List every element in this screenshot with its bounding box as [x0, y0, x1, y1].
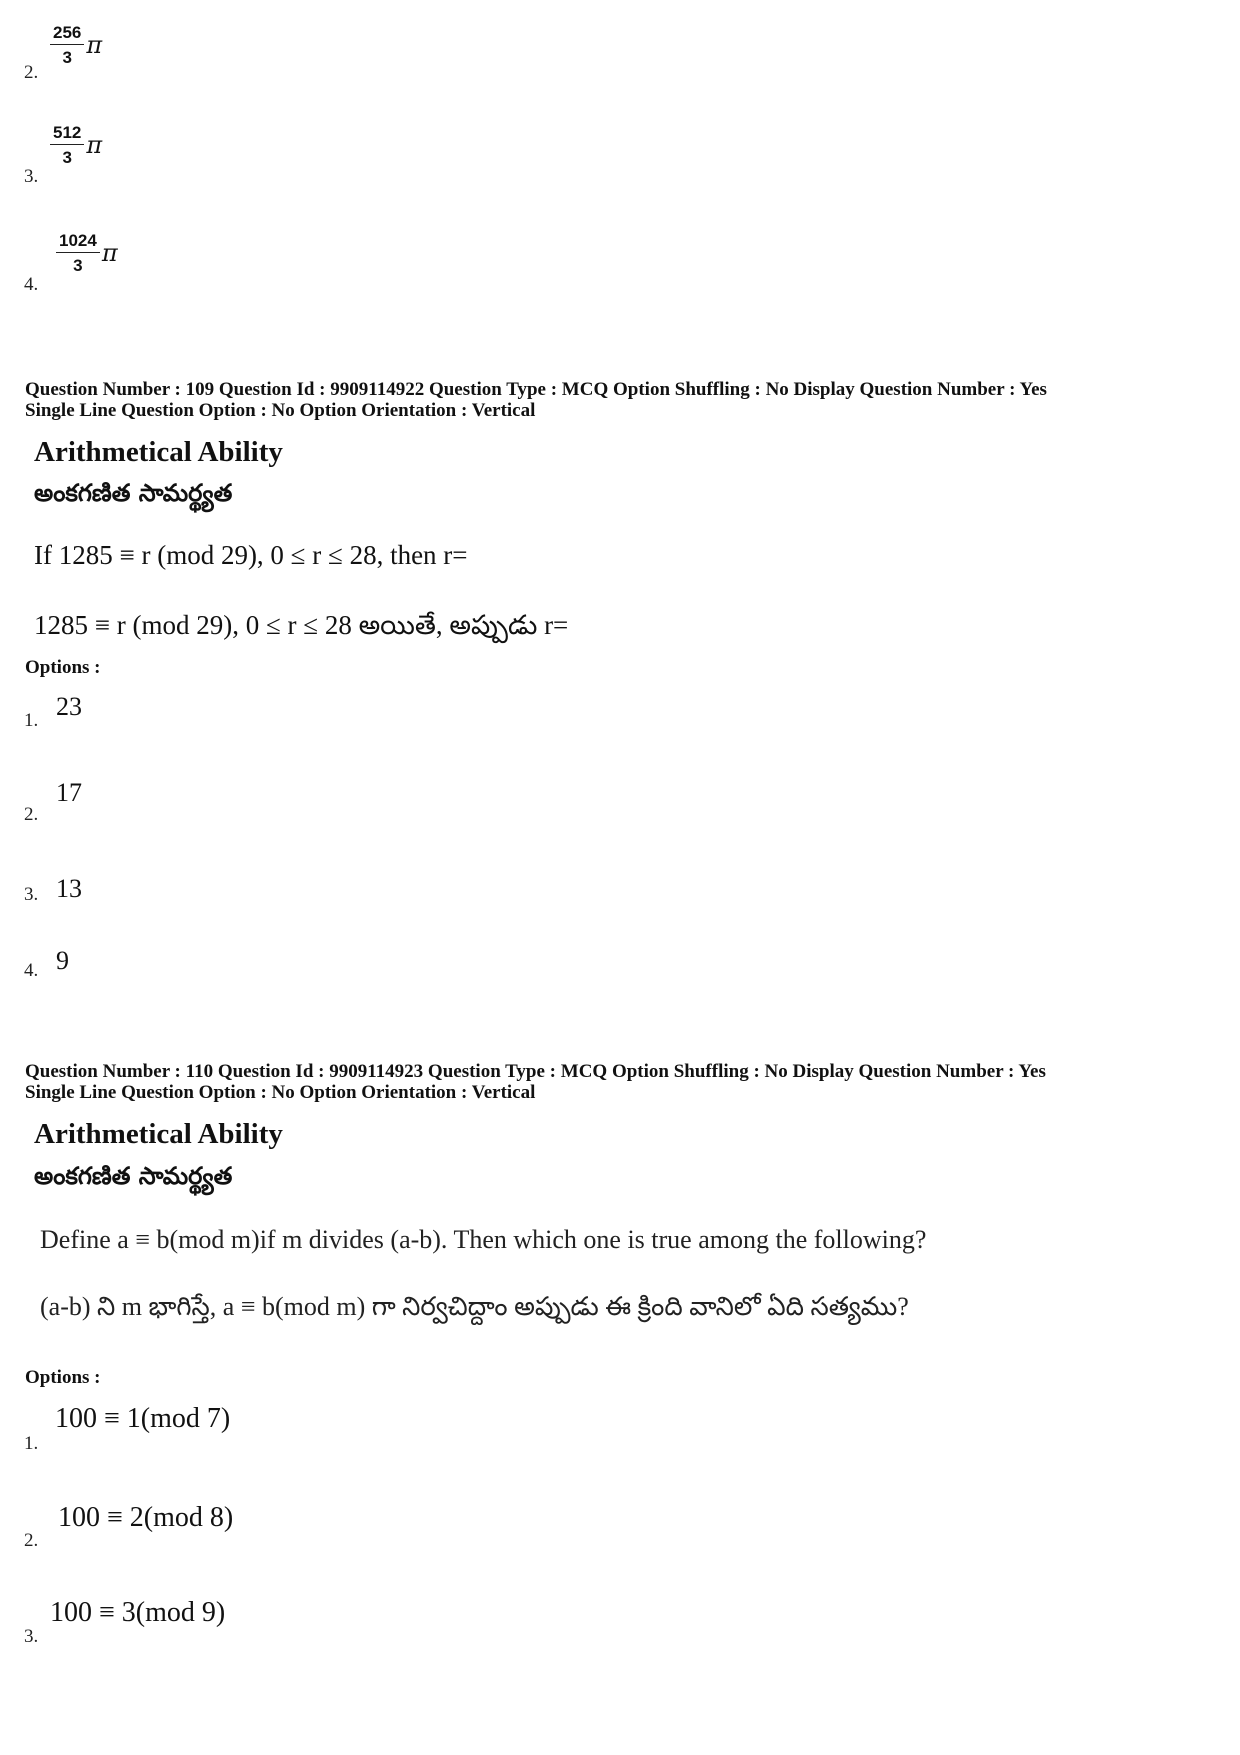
question-text-te: 1285 ≡ r (mod 29), 0 ≤ r ≤ 28 అయితే, అప్పుడు r=: [34, 610, 569, 640]
question-text-en: If 1285 ≡ r (mod 29), 0 ≤ r ≤ 28, then r=: [34, 540, 468, 570]
option-value: 100 ≡ 3(mod 9): [50, 1597, 226, 1628]
numerator: 512: [50, 124, 84, 145]
question-meta-line1: Question Number : 110 Question Id : 9909114923 Question Type : MCQ Option Shuffling : No Display Question Number : Yes: [25, 1061, 1046, 1082]
option-value: 9: [56, 946, 69, 975]
options-label: Options :: [25, 1367, 101, 1388]
question-meta-line2: Single Line Question Option : No Option Orientation : Vertical: [25, 1082, 536, 1103]
question-meta-line2: Single Line Question Option : No Option Orientation : Vertical: [25, 400, 536, 421]
option-value: 100 ≡ 2(mod 8): [58, 1502, 234, 1533]
option-number: 3.: [24, 884, 39, 905]
option-number: 2.: [24, 62, 39, 83]
option-number: 3.: [24, 166, 39, 187]
subject-title-en: Arithmetical Ability: [34, 1118, 283, 1150]
question-text-en: Define a ≡ b(mod m)if m divides (a-b). Then which one is true among the following?: [40, 1225, 927, 1254]
numerator: 1024: [56, 232, 100, 253]
subject-title-te: అంకగణిత సామర్థ్యత: [34, 479, 233, 507]
denominator: 3: [62, 48, 72, 67]
pi-symbol: π: [86, 31, 103, 59]
option-number: 1.: [24, 710, 39, 731]
pi-symbol: π: [101, 239, 118, 267]
subject-title-te: అంకగణిత సామర్థ్యత: [34, 1162, 233, 1190]
option-number: 2.: [24, 1530, 39, 1551]
option-number: 4.: [24, 960, 39, 981]
option-fraction: [50, 124, 102, 166]
options-label: Options :: [25, 657, 101, 678]
question-meta: [25, 1061, 1046, 1103]
pi-symbol: π: [86, 131, 103, 159]
denominator: 3: [73, 256, 83, 275]
option-value: 13: [56, 874, 82, 903]
option-number: 2.: [24, 804, 39, 825]
question-meta-line1: Question Number : 109 Question Id : 9909114922 Question Type : MCQ Option Shuffling : No Display Question Number : Yes: [25, 379, 1047, 400]
option-number: 4.: [24, 274, 39, 295]
option-value: 23: [56, 692, 82, 721]
option-value: 100 ≡ 1(mod 7): [55, 1403, 231, 1434]
subject-title-en: Arithmetical Ability: [34, 436, 283, 468]
option-number: 3.: [24, 1626, 39, 1647]
option-number: 1.: [24, 1433, 39, 1454]
question-meta: [25, 379, 1047, 421]
numerator: 256: [50, 24, 84, 45]
denominator: 3: [62, 148, 72, 167]
option-fraction: [56, 232, 118, 274]
option-fraction: [50, 24, 102, 66]
option-value: 17: [56, 778, 82, 807]
question-text-te: (a-b) ని m భాగిస్తే, a ≡ b(mod m) గా నిర్వచిద్దాం అప్పుడు ఈ క్రింది వానిలో ఏది సత్యము?: [40, 1292, 909, 1321]
